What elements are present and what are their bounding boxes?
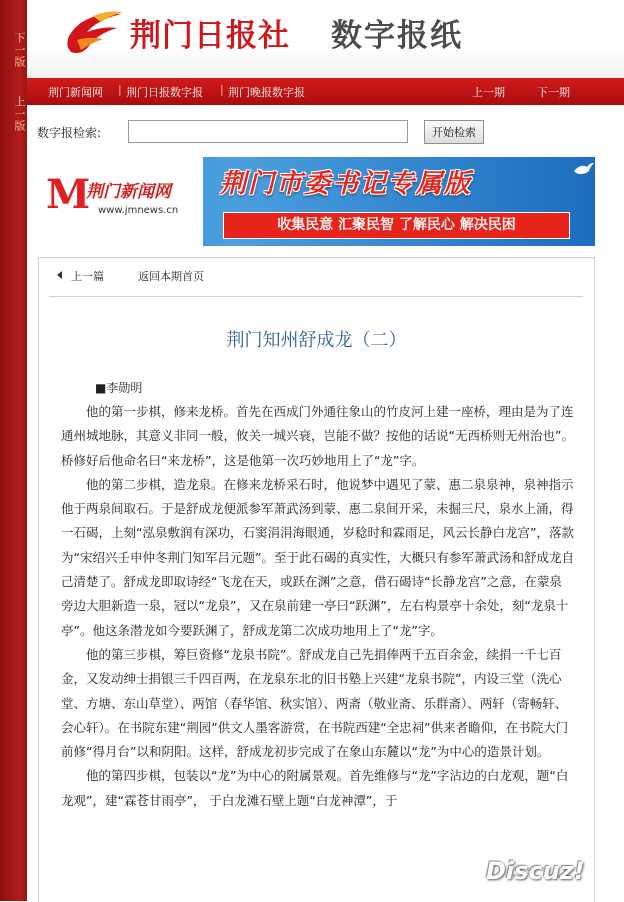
- article-nav: [49, 258, 583, 297]
- nav-next-issue[interactable]: 下一期: [537, 86, 570, 99]
- nav-link-jmwb[interactable]: 荆门晚报数字报: [228, 86, 305, 99]
- banner-logo-panel: [38, 157, 203, 246]
- jmnews-logo-icon: M: [46, 171, 91, 218]
- search-input[interactable]: [128, 120, 408, 143]
- nav-separator: |: [220, 83, 224, 96]
- secretary-banner[interactable]: [38, 157, 595, 246]
- banner-title: 荆门市委书记专属版: [220, 169, 473, 199]
- edition-sidebar: [0, 0, 27, 901]
- prev-article-link[interactable]: 上一篇: [71, 270, 104, 283]
- issue-home-link[interactable]: 返回本期首页: [138, 270, 204, 283]
- article-paragraph: 他的第四步棋，包装以“龙”为中心的附属景观。首先维修与“龙”字沾边的白龙观，题“白龙观”，建“霖苍甘雨亭”， 于白龙滩石壁上题“白龙神潭”，于: [61, 768, 569, 808]
- nav-separator: |: [118, 83, 122, 96]
- next-edition-link[interactable]: 下一版: [13, 32, 26, 68]
- site-logo-subtitle: 数字报纸: [331, 18, 463, 54]
- site-logo-name[interactable]: 荆门日报社: [130, 18, 290, 54]
- article-paragraph: 他的第三步棋，筹巨资修“龙泉书院”。舒成龙自己先捐俸两千五百余金，续捐一千七百金，又发动绅士捐银三千四百两，在龙泉东北的旧书塾上兴建“龙泉书院”，内设三堂（洗心堂、方塘、东山草堂）、两馆（春华馆、秋实馆）、两斋（敬业斋、乐群斋）、两轩（寄畅轩、会心轩）。在书院东建“荆园”供文人墨客游赏，在书院西建“全忠祠”供来者瞻仰，在书院大门前修“得月台”以和阴阳。这样，舒成龙初步完成了在象山东麓以“龙”为中心的造景计划。: [61, 646, 569, 760]
- site-header: [27, 0, 624, 78]
- nav-prev-issue[interactable]: 上一期: [472, 86, 505, 99]
- phoenix-logo-icon: [63, 6, 127, 58]
- article-paragraph: 他的第一步棋，修来龙桥。首先在西成门外通往象山的竹皮河上建一座桥，理由是为了连通州城地脉，其意义非同一般，攸关一城兴衰，岂能不做？按他的话说“无西桥则无州治也”。桥修好后他命名曰“来龙桥”，这是他第一次巧妙地用上了“龙”字。: [61, 404, 574, 468]
- article-paragraph: 他的第二步棋，造龙泉。在修来龙桥采石时，他说梦中遇见了蒙、惠二泉泉神，泉神指示他于两泉间取石。于是舒成龙便派参军萧武汤到蒙、惠二泉间开采，未掘三尺，泉水上涌，得一石碣，上刻“泓泉敷润有深功，石窦涓涓海眼通，岁稔时和霖雨足，风云长静白龙宫”，落款为“宋绍兴壬申仲冬荆门知军吕元题”。至于此石碣的真实性，大概只有参军萧武汤和舒成龙自己清楚了。舒成龙即取诗经“飞龙在天，或跃在渊”之意，借石碣诗“长静龙宫”之意，在蒙泉旁边大胆新造一泉，冠以“龙泉”，又在泉前建一亭曰“跃渊”，左右构景亭十余处，刻“龙泉十亭”。他这条潜龙如今要跃渊了，舒成龙第二次成功地用上了“龙”字。: [61, 476, 574, 638]
- main-area: [27, 0, 624, 901]
- triangle-left-icon: [57, 271, 62, 279]
- article-panel: [38, 257, 595, 902]
- search-bar: [27, 116, 624, 148]
- banner-slogan: 收集民意 汇聚民智 了解民心 解决民困: [223, 212, 570, 239]
- nav-link-jmrb[interactable]: 荆门日报数字报: [126, 86, 203, 99]
- nav-link-jmnews[interactable]: 荆门新闻网: [48, 86, 103, 99]
- discuz-watermark: Discuz!: [486, 857, 585, 885]
- article-author: ■李勋明: [95, 381, 143, 395]
- prev-edition-link[interactable]: 上一版: [13, 96, 26, 132]
- article-body: [61, 400, 574, 813]
- banner-logo-name: 荆门新闻网: [86, 182, 171, 202]
- article-title: 荆门知州舒成龙（二）: [226, 330, 407, 351]
- dove-icon: [573, 161, 595, 177]
- banner-logo-url: www.jmnews.cn: [98, 205, 179, 216]
- search-label: 数字报检索:: [37, 126, 102, 140]
- search-button[interactable]: 开始检索: [424, 120, 484, 144]
- top-navbar: [27, 78, 624, 105]
